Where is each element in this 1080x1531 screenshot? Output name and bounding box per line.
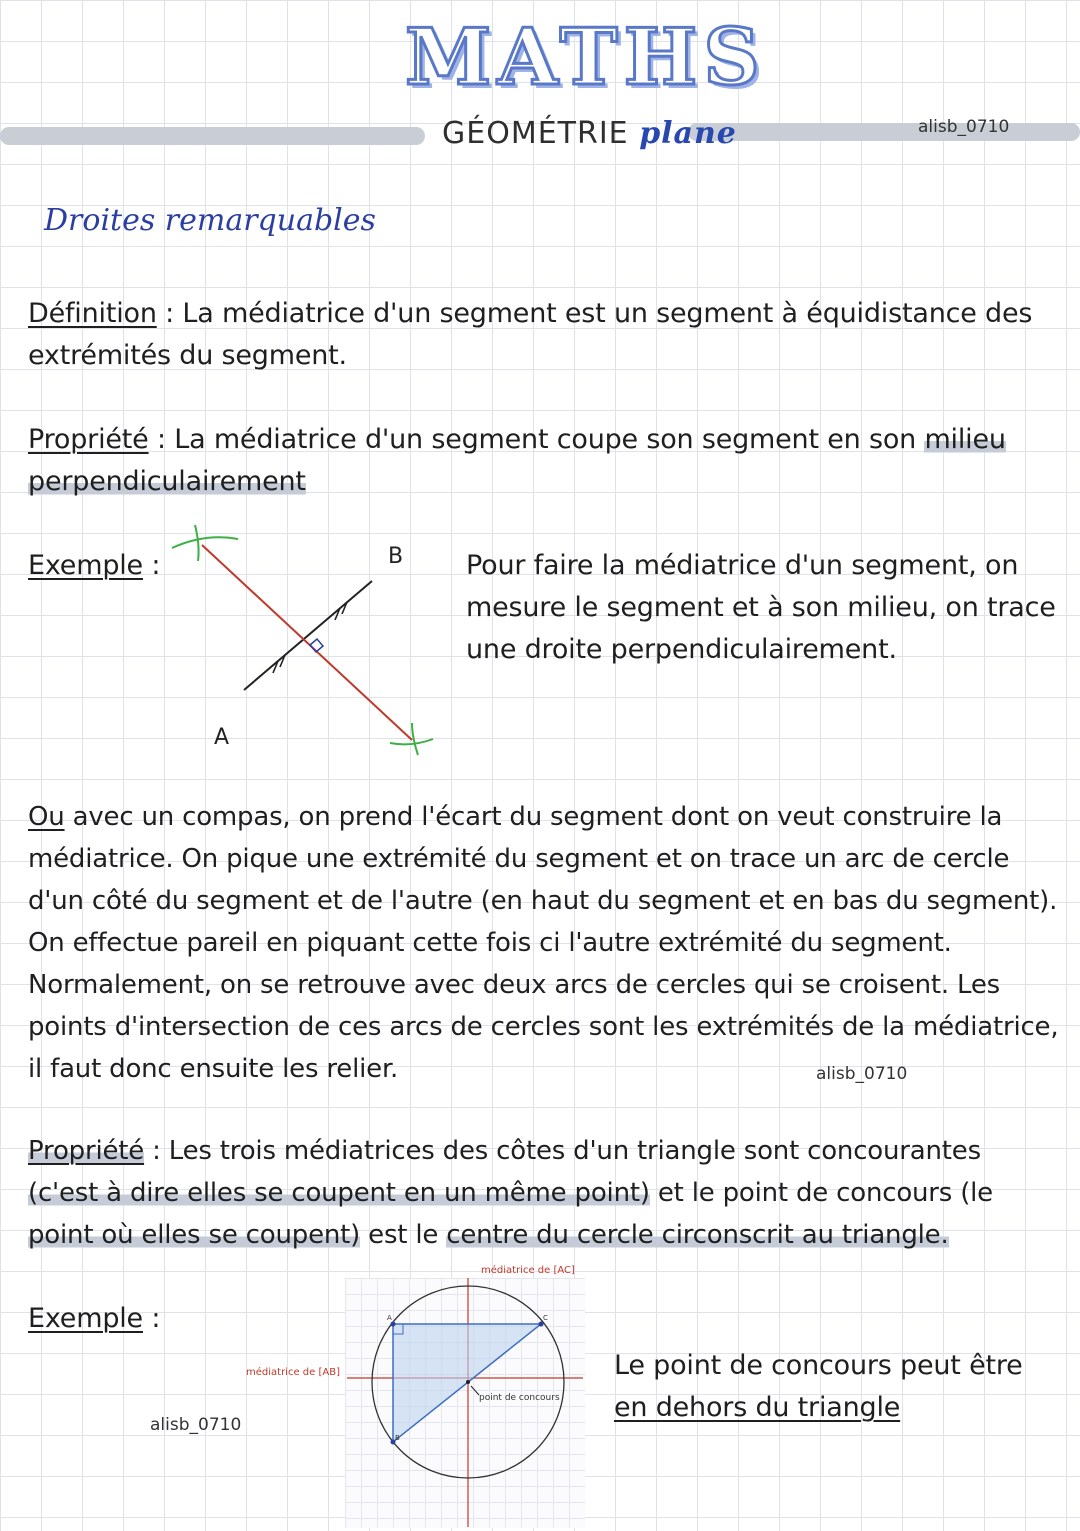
compass-paragraph: Ou avec un compas, on prend l'écart du segment dont on veut construire la médiatrice. On pique une extrémité du segment et on trace un arc de cercle d'un côté du segment et de l'autre (en haut du segment et en bas du segment). On effectue pareil en piquant cette fois ci l'autre extrémité du segment. Normalement, on se retrouve avec deux arcs de cercles qui se croisent. Les points d'intersection de ces arcs de cercles sont les extrémités de la médiatrice, il faut donc ensuite les relier. <box>28 802 1059 1084</box>
vertex-c <box>539 1322 544 1327</box>
definition-block <box>28 293 1068 377</box>
compass-first-word: Ou <box>28 802 65 832</box>
definition-line-2: extrémités du segment. <box>28 340 347 371</box>
page-subtitle <box>442 116 737 151</box>
section-title: Droites remarquables <box>44 203 376 238</box>
example1-label: Exemple : <box>28 550 161 581</box>
vertex-a <box>391 1322 396 1327</box>
point-a-label: A <box>214 725 230 750</box>
compass-arc-bottom-2 <box>412 723 418 755</box>
example2-text: Le point de concours peut être en dehors du triangle <box>614 1350 1023 1423</box>
compass-arc-top <box>172 537 238 548</box>
property1-milieu: milieu <box>924 424 1006 455</box>
label-mediatrice-ac: médiatrice de [AC] <box>481 1265 575 1276</box>
property2-block: Propriété : Les trois médiatrices des côtes d'un triangle sont concourantes (c'est à dire elles se coupent en un même point) et le point de concours (le point où elles se coupent) est le centre du cercle circonscrit au triangle. <box>28 1136 993 1250</box>
example2-label: Exemple : <box>28 1303 161 1334</box>
credit-bottom: alisb_0710 <box>150 1415 242 1435</box>
label-mediatrice-ab: médiatrice de [AB] <box>246 1367 340 1378</box>
mediatrice-figure <box>150 515 450 775</box>
property2-label: Propriété <box>28 1136 145 1166</box>
header-bar-right <box>688 123 1080 141</box>
credit-top: alisb_0710 <box>918 117 1010 137</box>
segment-ab <box>244 581 372 690</box>
page-title: MATHS <box>405 12 766 103</box>
header-bar-left <box>0 127 425 145</box>
subtitle-main: GÉOMÉTRIE <box>442 116 629 151</box>
credit-middle: alisb_0710 <box>816 1064 908 1084</box>
definition-line-1: Définition : La médiatrice d'un segment est un segment à équidistance des <box>28 298 1033 329</box>
circumcircle-figure <box>345 1262 585 1531</box>
vertex-a-label: A <box>387 1314 392 1322</box>
vertex-b-label: B <box>395 1434 400 1442</box>
subtitle-accent: plane <box>639 116 737 151</box>
definition-label: Définition <box>28 298 157 329</box>
property1-label: Propriété <box>28 424 149 455</box>
property1-line-2: perpendiculairement <box>28 466 306 497</box>
mediatrice-line <box>202 545 412 740</box>
example1-text: Pour faire la médiatrice d'un segment, on mesure le segment et à son milieu, on trace une droite perpendiculairement. <box>466 550 1056 665</box>
property1-line-1: Propriété : La médiatrice d'un segment coupe son segment en son milieu <box>28 424 1006 455</box>
vertex-c-label: C <box>543 1314 548 1322</box>
point-b-label: B <box>388 544 404 569</box>
label-concours: point de concours <box>479 1393 560 1403</box>
concours-point <box>466 1380 470 1384</box>
property1-block <box>28 419 1068 503</box>
concours-pointer <box>471 1386 479 1395</box>
compass-arc-top-2 <box>195 525 199 561</box>
